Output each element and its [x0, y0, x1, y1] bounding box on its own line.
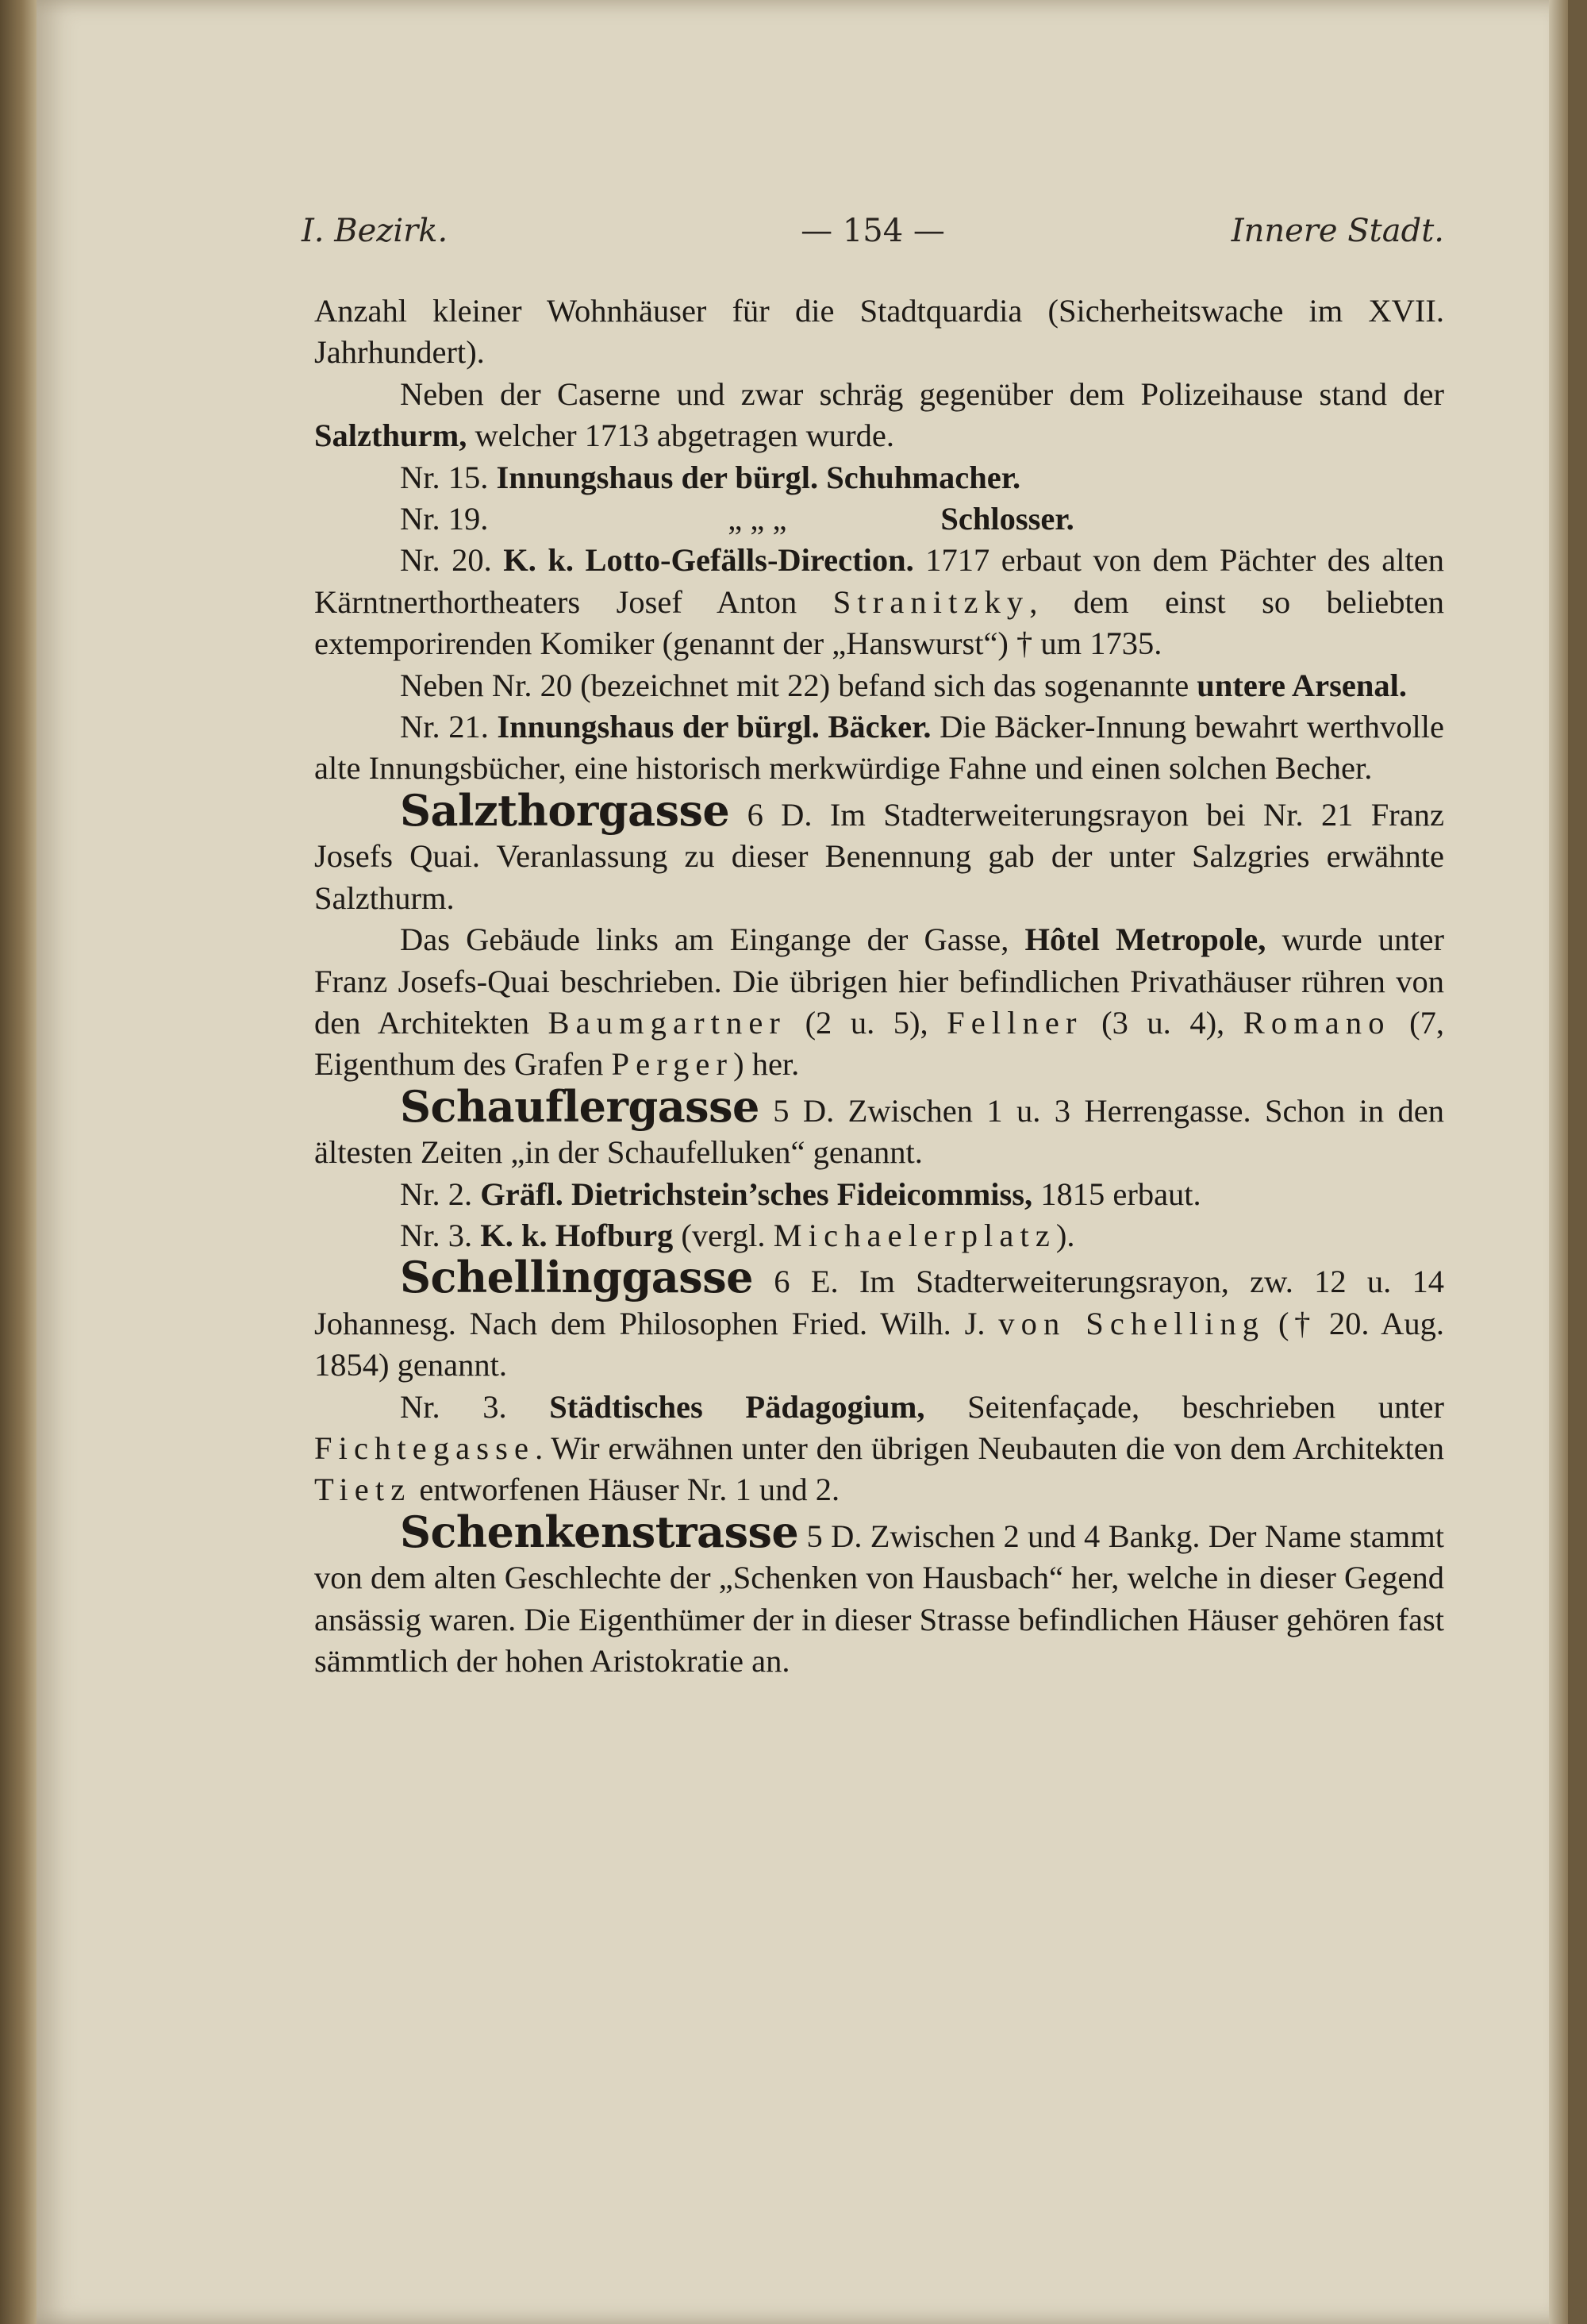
- text-run: ).: [1055, 1217, 1075, 1253]
- term-salzthurm: Salzthurm,: [314, 417, 467, 454]
- entry-nr19: [314, 498, 1444, 540]
- text-run: , dem einst so beliebten extemporirenden Komiker (genannt der „Hanswurst“) † um 1735.: [314, 583, 1444, 662]
- text-run: 5 D. Zwischen 2 und 4 Bankg. Der Name stammt von dem alten Geschlechte der „Schenken von Hausbach“ her, welche in dieser Gegend ansässig waren. Die Eigenthümer der in dieser Strasse befindlichen Häuser gehören fast sämmtlich der hohen Aristokratie an.: [314, 1518, 1444, 1679]
- text-run: . Wir erwähnen unter den übrigen Neubauten die von dem Architekten: [535, 1429, 1444, 1466]
- building-name: K. k. Lotto-Gefälls-Direction.: [503, 542, 914, 579]
- running-head: [302, 213, 1444, 260]
- header-district: I. Bezirk.: [302, 213, 448, 249]
- text-run: 1815 erbaut.: [1032, 1175, 1201, 1212]
- house-number: Nr. 21.: [400, 709, 498, 745]
- cross-reference: Michaelerplatz: [773, 1217, 1056, 1253]
- text-run: Neben Nr. 20 (bezeichnet mit 22) befand sich das sogenannte: [400, 667, 1197, 703]
- text-run: Anzahl kleiner Wohnhäuser für die Stadtquardia (Sicherheitswache im XVII. Jahrhundert).: [314, 293, 1444, 371]
- text-run: (3 u. 4),: [1082, 1004, 1243, 1041]
- house-number: Nr. 20.: [400, 542, 504, 579]
- text-run: 6 D. Im Stadterweiterungsrayon bei Nr. 21 Franz Josefs Quai. Veranlassung zu dieser Benennung gab der unter Salzgries erwähnte Salzthurm.: [314, 796, 1444, 916]
- text-run: Die Bäcker-Innung bewahrt werthvolle alte Innungsbücher, eine historisch merkwürdige Fahne und einen solchen Becher.: [314, 709, 1445, 787]
- text-run: wurde unter Franz Josefs-Quai beschrieben. Die übrigen hier befindlichen Privathäuser rühren von den Architekten: [314, 922, 1444, 1041]
- house-number: Nr. 3.: [400, 1217, 481, 1253]
- person-name: Fellner: [947, 1004, 1083, 1041]
- paragraph-salzthurm: [314, 374, 1444, 457]
- person-name: Perger: [611, 1046, 734, 1083]
- text-run: Neben der Caserne und zwar schräg gegenüber dem Polizeihause stand der: [400, 375, 1444, 412]
- paragraph-metropole: [314, 919, 1444, 1086]
- person-name: Tietz: [314, 1472, 412, 1508]
- house-number: Nr. 3.: [400, 1388, 550, 1425]
- entry-nr21: [314, 706, 1444, 790]
- body-text: [314, 290, 1444, 1682]
- paragraph-arsenal: [314, 665, 1444, 706]
- term-arsenal: untere Arsenal.: [1197, 667, 1408, 703]
- book-spine: [0, 0, 37, 2324]
- text-run: († 20. Aug. 1854) genannt.: [314, 1305, 1445, 1383]
- street-heading: Schauflergasse: [400, 1080, 759, 1132]
- house-number: Nr. 15.: [400, 459, 497, 495]
- street-schauflergasse: [314, 1080, 1444, 1174]
- text-run: 5 D. Zwischen 1 u. 3 Herrengasse. Schon in den ältesten Zeiten „in der Schaufelluken“ genannt.: [314, 1092, 1444, 1171]
- house-number: Nr. 19.: [400, 501, 489, 537]
- entry-schaufler-nr3: [314, 1215, 1444, 1256]
- text-run: Seitenfaçade, beschrieben unter: [924, 1388, 1444, 1425]
- person-name: Stranitzky: [832, 583, 1030, 620]
- street-heading: Schenkenstrasse: [400, 1506, 799, 1557]
- text-run: (vergl.: [673, 1217, 774, 1253]
- text-run: welcher 1713 abgetragen wurde.: [467, 417, 895, 454]
- person-name: von Schelling: [998, 1305, 1266, 1341]
- street-schellinggasse: [314, 1252, 1445, 1386]
- street-heading: Salzthorgasse: [400, 784, 730, 836]
- text-run: 1717 erbaut von dem Pächter des alten Kärntnerthortheaters Josef Anton: [314, 542, 1444, 620]
- page-number: — 154 —: [801, 213, 945, 249]
- street-salzthorgasse: [314, 784, 1444, 919]
- street-schenkenstrasse: [314, 1506, 1444, 1683]
- building-name: Gräfl. Dietrichstein’sches Fideicommiss,: [480, 1175, 1033, 1212]
- person-name: Romano: [1243, 1004, 1391, 1041]
- entry-nr20: [314, 540, 1444, 664]
- house-number: Nr. 2.: [400, 1175, 481, 1212]
- ditto-marks: „ „ „: [728, 501, 787, 537]
- header-area: Innere Stadt.: [1231, 213, 1444, 249]
- text-run: (2 u. 5),: [786, 1004, 947, 1041]
- text-run: entworfenen Häuser Nr. 1 und 2.: [411, 1472, 840, 1508]
- paragraph-wohnhaeuser: [314, 290, 1444, 374]
- building-name: K. k. Hofburg: [480, 1217, 674, 1253]
- building-name: Hôtel Metropole,: [1024, 922, 1266, 958]
- entry-schelling-nr3: [314, 1387, 1444, 1511]
- cross-reference: Fichtegasse: [314, 1429, 536, 1466]
- entry-schaufler-nr2: [314, 1174, 1444, 1215]
- street-heading: Schellinggasse: [400, 1252, 753, 1303]
- building-name: Städtisches Pädagogium,: [549, 1388, 925, 1425]
- person-name: Baumgartner: [548, 1004, 787, 1041]
- page-edge: [1549, 0, 1568, 2324]
- text-run: (7, Eigenthum des Grafen: [314, 1004, 1444, 1083]
- entry-nr15: [314, 457, 1444, 498]
- text-run: ) her.: [733, 1046, 800, 1083]
- building-name: Innungshaus der bürgl. Schuhmacher.: [496, 459, 1021, 495]
- building-name: Schlosser.: [940, 501, 1074, 537]
- building-name: Innungshaus der bürgl. Bäcker.: [497, 709, 932, 745]
- text-run: Das Gebäude links am Eingange der Gasse,: [400, 922, 1025, 958]
- text-run: 6 E. Im Stadterweiterungsrayon, zw. 12 u. 14 Johannesg. Nach dem Philosophen Fried. Wilh. J.: [314, 1264, 1444, 1341]
